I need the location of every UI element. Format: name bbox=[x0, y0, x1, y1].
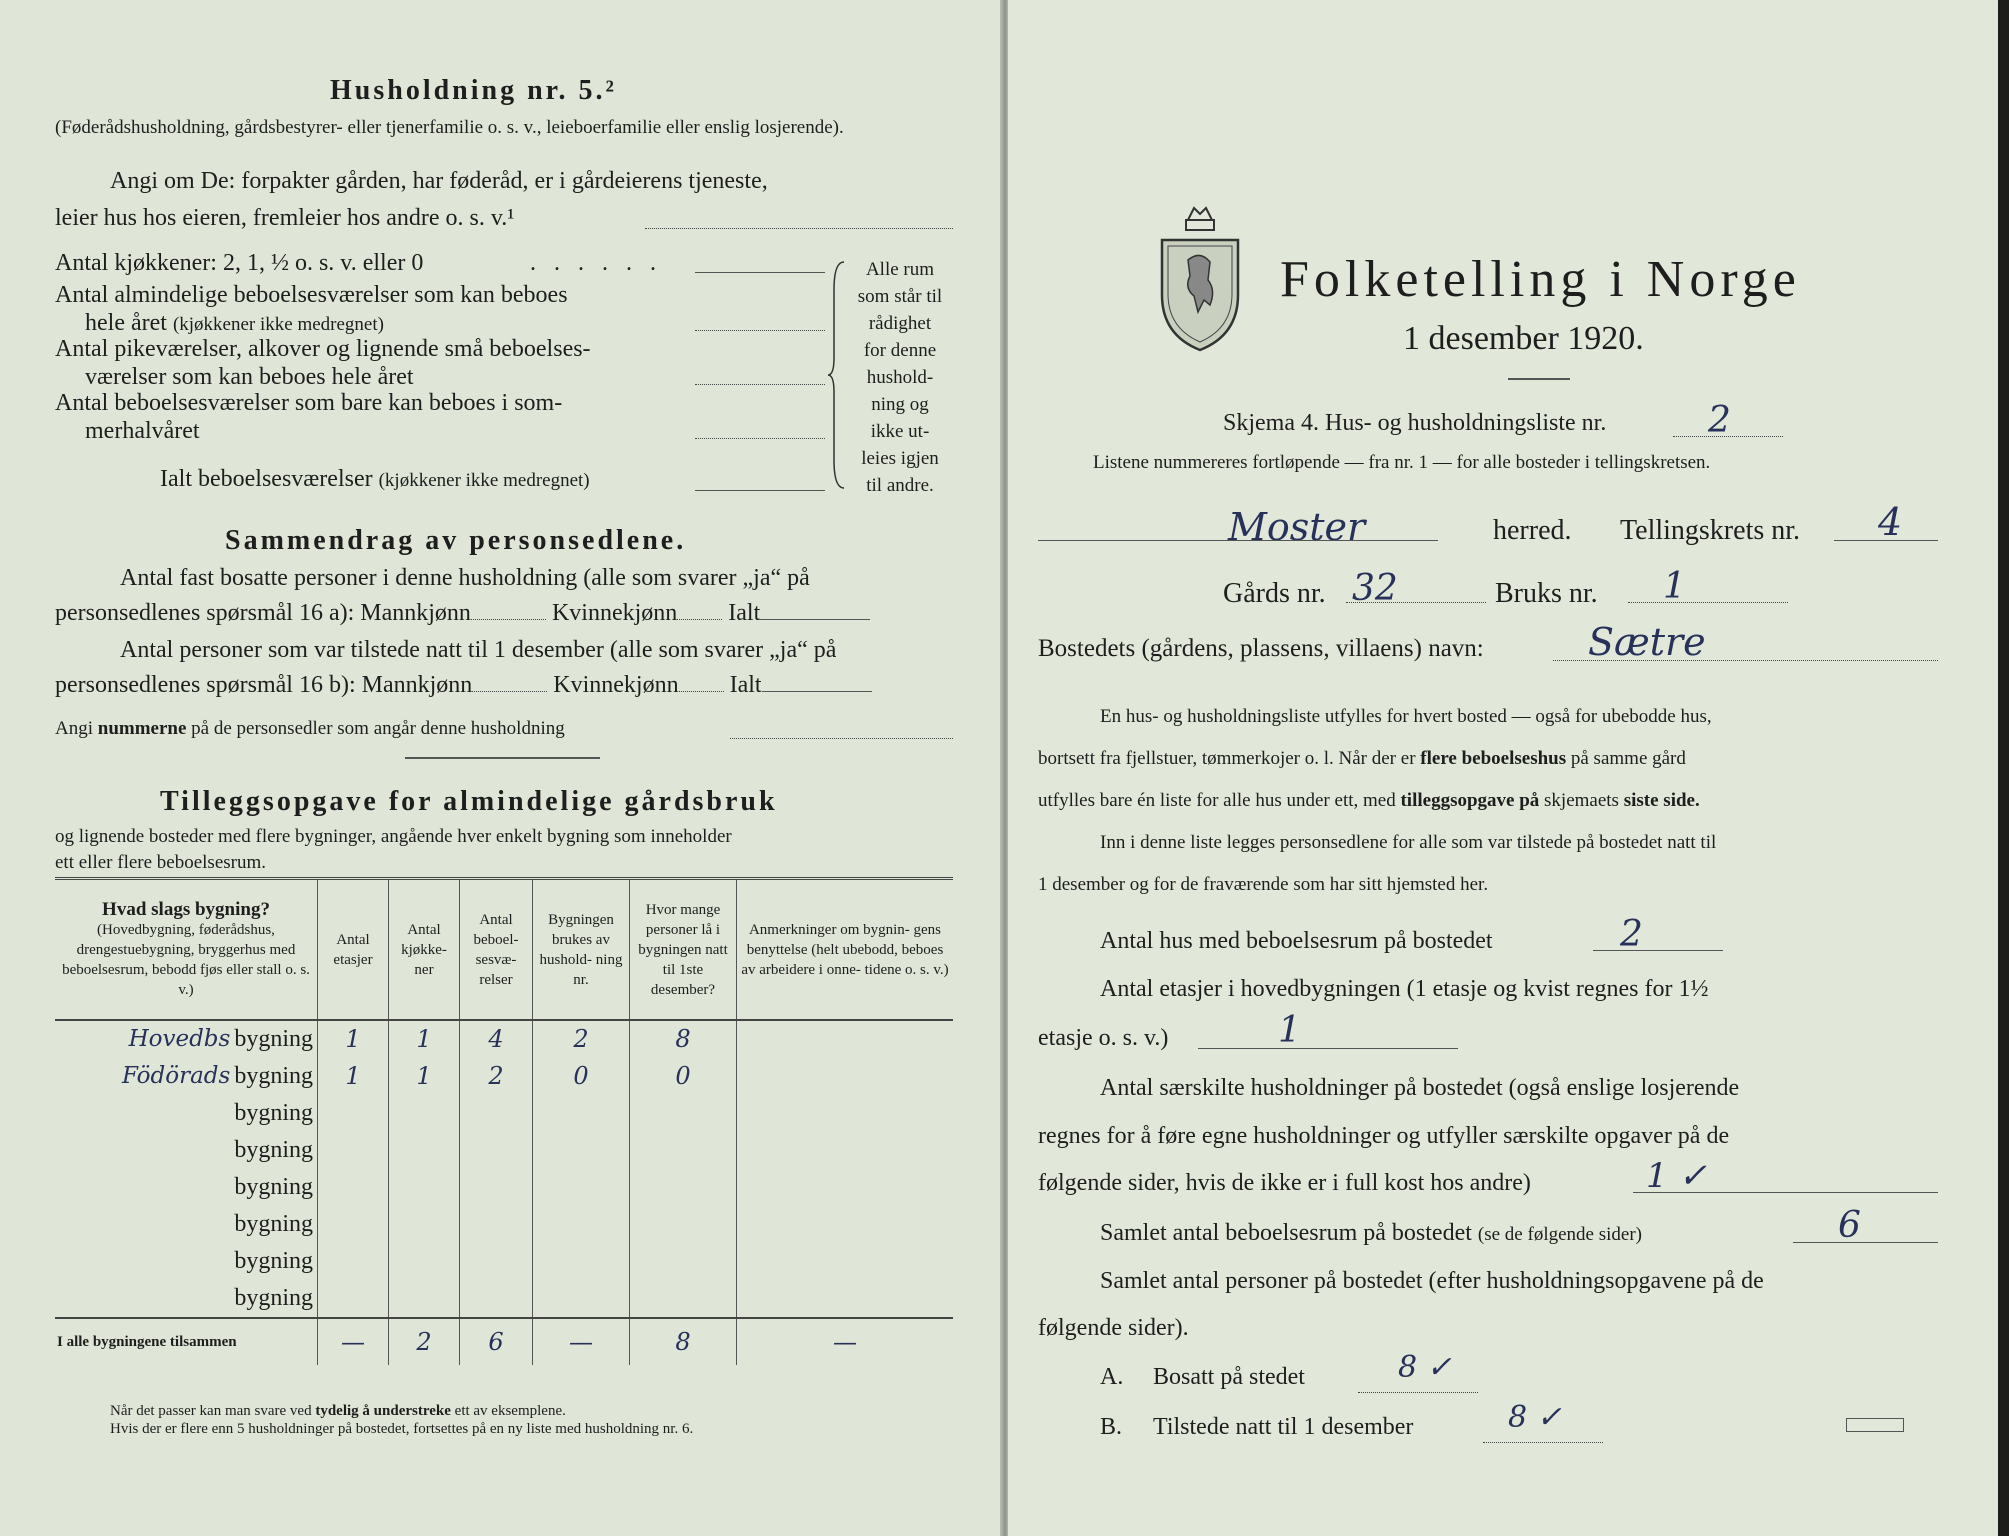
form-date: 1 desember 1920. bbox=[1403, 320, 1644, 357]
q-etasjer-line-1: Antal etasjer i hovedbygningen (1 etasje og kvist regnes for 1½ bbox=[1100, 976, 1709, 1002]
building-table bbox=[55, 880, 953, 1365]
printer-stamp bbox=[1846, 1418, 1904, 1432]
cell-etasjer bbox=[318, 1095, 389, 1132]
cell-personer bbox=[630, 1169, 737, 1206]
cell-husholdning bbox=[533, 1132, 630, 1169]
cell-husholdning bbox=[533, 1206, 630, 1243]
col-kitchens: Antal kjøkke- ner bbox=[389, 880, 460, 1020]
gards-line bbox=[1346, 602, 1486, 603]
cell-etasjer bbox=[318, 1280, 389, 1318]
instruction-1-line-3: utfylles bare én liste for alle hus under ett, med tilleggsopgave på skjemaets siste side. bbox=[1038, 790, 1700, 811]
cell-husholdning bbox=[533, 1169, 630, 1206]
maids-rooms-label: Antal pikeværelser, alkover og lignende små beboelses- bbox=[55, 336, 591, 362]
bosted-label: Bostedets (gårdens, plassens, villaens) navn: bbox=[1038, 635, 1484, 662]
bygning-label: bygning bbox=[234, 1063, 313, 1089]
footnote-2: Hvis der er flere enn 5 husholdninger på bostedet, fortsettes på en ny liste med husholdning nr. 6. bbox=[110, 1421, 694, 1437]
q-hush-value: 1 ✓ bbox=[1646, 1156, 1707, 1196]
bygning-label: bygning bbox=[234, 1026, 313, 1052]
summary-a-line-2: personsedlenes spørsmål 16 a): Mannkjønn Kvinnekjønn Ialt bbox=[55, 600, 870, 627]
cell-etasjer bbox=[318, 1243, 389, 1280]
cell-etasjer bbox=[318, 1058, 389, 1095]
table-row bbox=[55, 1132, 953, 1169]
instruction-1-line-1: En hus- og husholdningsliste utfylles for hvert bosted — også for ubebodde hus, bbox=[1100, 706, 1712, 727]
q-rum-line bbox=[1793, 1242, 1938, 1243]
total-personer bbox=[630, 1318, 737, 1365]
cell-anm bbox=[737, 1280, 954, 1318]
table-row bbox=[55, 1206, 953, 1243]
building-type-cell bbox=[55, 1243, 318, 1280]
total-rooms-answer bbox=[695, 490, 825, 491]
cell-husholdning bbox=[533, 1280, 630, 1318]
total-husholdning bbox=[533, 1318, 630, 1365]
total-vaerelser bbox=[460, 1318, 533, 1365]
building-type-cell bbox=[55, 1058, 318, 1095]
instruction-1-line-2: bortsett fra fjellstuer, tømmerkojer o. l. Når der er flere beboelseshus på samme gård bbox=[1038, 748, 1686, 769]
building-type-value: Födörads bbox=[121, 1063, 231, 1089]
ordinary-rooms-label-2: hele året (kjøkkener ikke medregnet) bbox=[85, 310, 384, 336]
total-kjokken-value: 2 bbox=[416, 1327, 432, 1356]
cell-personer-value: 0 bbox=[675, 1062, 691, 1090]
kitchens-answer-line bbox=[695, 272, 825, 273]
cell-kjokken bbox=[389, 1280, 460, 1318]
q-hush-line-1: Antal særskilte husholdninger på bostedet (også enslige losjerende bbox=[1100, 1075, 1740, 1101]
bygning-label: bygning bbox=[234, 1248, 313, 1274]
cell-husholdning bbox=[533, 1020, 630, 1058]
q-hus-label: Antal hus med beboelsesrum på bostedet bbox=[1100, 928, 1493, 954]
bygning-label: bygning bbox=[234, 1137, 313, 1163]
summary-title: Sammendrag av personsedlene. bbox=[225, 525, 687, 556]
form-title: Folketelling i Norge bbox=[1280, 251, 1801, 308]
cell-etasjer bbox=[318, 1020, 389, 1058]
col-remarks: Anmerkninger om bygnin- gens benyttelse (helt ubebodd, beboes av arbeidere i onne- tidene o. s. v.) bbox=[737, 880, 954, 1020]
gards-value: 32 bbox=[1352, 568, 1398, 609]
summer-rooms-label-2: merhalvåret bbox=[85, 418, 200, 444]
bygning-label: bygning bbox=[234, 1285, 313, 1311]
q-hus-line bbox=[1593, 950, 1723, 951]
tillegg-title: Tilleggsopgave for almindelige gårdsbruk bbox=[160, 786, 778, 817]
table-row bbox=[55, 1169, 953, 1206]
gards-label: Gårds nr. bbox=[1223, 578, 1326, 609]
table-row bbox=[55, 1058, 953, 1095]
schema-label: Skjema 4. Hus- og husholdningsliste nr. bbox=[1223, 410, 1607, 436]
cell-vaerelser-value: 4 bbox=[488, 1025, 504, 1053]
cell-personer bbox=[630, 1058, 737, 1095]
cell-anm bbox=[737, 1095, 954, 1132]
total-anm bbox=[737, 1318, 954, 1365]
b-label: B. bbox=[1100, 1414, 1123, 1440]
table-row bbox=[55, 1243, 953, 1280]
building-type-cell bbox=[55, 1095, 318, 1132]
herred-value: Moster bbox=[1228, 505, 1366, 549]
cell-vaerelser bbox=[460, 1280, 533, 1318]
a-line bbox=[1358, 1392, 1478, 1393]
bosted-line bbox=[1553, 660, 1938, 661]
building-type-value: Hovedbs bbox=[128, 1026, 231, 1052]
brace-note: Alle rum som står til rådighet for denne hushold- ning og ikke ut- leies igjen til andre. bbox=[857, 259, 943, 496]
total-vaerelser-value: 6 bbox=[488, 1327, 504, 1356]
q-rum-value: 6 bbox=[1838, 1205, 1861, 1246]
instruction-2-line-1: Inn i denne liste legges personsedlene for alle som var tilstede på bostedet natt til bbox=[1100, 832, 1717, 853]
a-text: Bosatt på stedet bbox=[1153, 1364, 1305, 1390]
summer-rooms-answer bbox=[695, 438, 825, 439]
bruks-value: 1 bbox=[1663, 566, 1686, 607]
bygning-label: bygning bbox=[234, 1211, 313, 1237]
cell-vaerelser bbox=[460, 1169, 533, 1206]
cell-husholdning bbox=[533, 1095, 630, 1132]
q-pers-line-1: Samlet antal personer på bostedet (efter husholdningsopgavene på de bbox=[1100, 1268, 1764, 1294]
household-note: (Føderådshusholdning, gårdsbestyrer- eller tjenerfamilie o. s. v., leieboerfamilie eller enslig losjerende). bbox=[55, 117, 844, 138]
kitchens-label: Antal kjøkkener: 2, 1, ½ o. s. v. eller 0 bbox=[55, 250, 424, 276]
col-floors: Antal etasjer bbox=[318, 880, 389, 1020]
cell-personer bbox=[630, 1206, 737, 1243]
total-personer-value: 8 bbox=[675, 1327, 691, 1356]
q-etasjer-value: 1 bbox=[1278, 1010, 1301, 1051]
cell-etasjer-value: 1 bbox=[345, 1025, 361, 1053]
cell-kjokken bbox=[389, 1169, 460, 1206]
angi-nummerne: Angi nummerne på de personsedler som angår denne husholdning bbox=[55, 718, 565, 739]
q-etasjer-line bbox=[1198, 1048, 1458, 1049]
schema-nr-line bbox=[1673, 436, 1783, 437]
herred-line bbox=[1038, 540, 1438, 541]
total-etasjer bbox=[318, 1318, 389, 1365]
left-page bbox=[0, 0, 1002, 1536]
cell-kjokken bbox=[389, 1206, 460, 1243]
cell-etasjer bbox=[318, 1169, 389, 1206]
numbering-note: Listene nummereres fortløpende — fra nr. 1 — for alle bosteder i tellingskretsen. bbox=[1093, 452, 1711, 473]
table-row bbox=[55, 1020, 953, 1058]
cell-kjokken bbox=[389, 1020, 460, 1058]
cell-personer bbox=[630, 1095, 737, 1132]
building-type-cell bbox=[55, 1206, 318, 1243]
cell-kjokken bbox=[389, 1095, 460, 1132]
krets-value: 4 bbox=[1878, 500, 1903, 544]
bruks-line bbox=[1628, 602, 1788, 603]
cell-vaerelser bbox=[460, 1058, 533, 1095]
herred-label: herred. bbox=[1493, 515, 1572, 546]
cell-vaerelser bbox=[460, 1206, 533, 1243]
total-label: I alle bygningene tilsammen bbox=[55, 1318, 318, 1365]
q-hush-answer-line bbox=[1633, 1192, 1938, 1193]
coat-of-arms-icon bbox=[1158, 200, 1242, 355]
cell-etasjer bbox=[318, 1132, 389, 1169]
angi-line-2: leier hus hos eieren, fremleier hos andre o. s. v.¹ bbox=[55, 205, 515, 231]
maids-rooms-answer bbox=[695, 384, 825, 385]
tillegg-sub-2: ett eller flere beboelsesrum. bbox=[55, 852, 267, 873]
bygning-label: bygning bbox=[234, 1100, 313, 1126]
col-household-nr: Bygningen brukes av hushold- ning nr. bbox=[533, 880, 630, 1020]
q-hus-value: 2 bbox=[1620, 914, 1643, 955]
building-type-cell bbox=[55, 1020, 318, 1058]
cell-kjokken bbox=[389, 1058, 460, 1095]
cell-personer bbox=[630, 1243, 737, 1280]
section-divider bbox=[405, 757, 600, 759]
q-pers-line-2: følgende sider). bbox=[1038, 1315, 1189, 1341]
ordinary-rooms-label: Antal almindelige beboelsesværelser som kan beboes bbox=[55, 282, 568, 308]
total-anm-value: — bbox=[833, 1327, 857, 1356]
summary-a-line-1: Antal fast bosatte personer i denne husholdning (alle som svarer „ja“ på bbox=[120, 565, 810, 591]
total-kjokken bbox=[389, 1318, 460, 1365]
cell-vaerelser bbox=[460, 1132, 533, 1169]
building-type-cell bbox=[55, 1280, 318, 1318]
tillegg-sub-1: og lignende bosteder med flere bygninger, angående hver enkelt bygning som inneholder bbox=[55, 826, 732, 847]
col-building-type: Hvad slags bygning? (Hovedbygning, føderådshus, drengestuebygning, bryggerhus med beboelsesrum, bebodd fjøs eller stall o. s. v.) bbox=[55, 880, 318, 1020]
q-etasjer-line-2: etasje o. s. v.) bbox=[1038, 1025, 1169, 1051]
summary-b-line-2: personsedlenes spørsmål 16 b): Mannkjønn Kvinnekjønn Ialt bbox=[55, 672, 872, 699]
cell-personer bbox=[630, 1020, 737, 1058]
cell-personer-value: 8 bbox=[675, 1025, 691, 1053]
summer-rooms-label: Antal beboelsesværelser som bare kan beboes i som- bbox=[55, 390, 563, 416]
household-title: Husholdning nr. 5.² bbox=[330, 75, 617, 106]
krets-line bbox=[1834, 540, 1938, 541]
cell-kjokken-value: 1 bbox=[416, 1025, 432, 1053]
cell-vaerelser-value: 2 bbox=[488, 1062, 504, 1090]
q-rum-label: Samlet antal beboelsesrum på bostedet (se de følgende sider) bbox=[1100, 1220, 1642, 1246]
cell-husholdning-value: 0 bbox=[573, 1062, 589, 1090]
cell-kjokken-value: 1 bbox=[416, 1062, 432, 1090]
krets-label: Tellingskrets nr. bbox=[1620, 515, 1801, 546]
total-husholdning-value: — bbox=[569, 1327, 593, 1356]
col-persons: Hvor mange personer lå i bygningen natt til 1ste desember? bbox=[630, 880, 737, 1020]
cell-etasjer bbox=[318, 1206, 389, 1243]
b-value: 8 ✓ bbox=[1508, 1400, 1562, 1435]
a-label: A. bbox=[1100, 1364, 1124, 1390]
bosted-value: Sætre bbox=[1588, 620, 1706, 664]
cell-anm bbox=[737, 1243, 954, 1280]
table-row bbox=[55, 1280, 953, 1318]
col-rooms: Antal beboel- sesvæ- relser bbox=[460, 880, 533, 1020]
q-hush-line-2: regnes for å føre egne husholdninger og utfyller særskilte opgaver på de bbox=[1038, 1123, 1730, 1149]
angi-nummerne-line bbox=[730, 738, 953, 739]
cell-anm bbox=[737, 1058, 954, 1095]
footnote-1: Når det passer kan man svare ved tydelig å understreke ett av eksemplene. bbox=[110, 1403, 566, 1419]
cell-kjokken bbox=[389, 1243, 460, 1280]
total-rooms-label: Ialt beboelsesværelser (kjøkkener ikke medregnet) bbox=[160, 466, 590, 492]
cell-vaerelser bbox=[460, 1095, 533, 1132]
cell-husholdning bbox=[533, 1243, 630, 1280]
summary-b-line-1: Antal personer som var tilstede natt til 1 desember (alle som svarer „ja“ på bbox=[120, 637, 837, 663]
angi-answer-line bbox=[645, 228, 953, 229]
cell-husholdning-value: 2 bbox=[573, 1025, 589, 1053]
cell-personer bbox=[630, 1132, 737, 1169]
cell-etasjer-value: 1 bbox=[345, 1062, 361, 1090]
total-etasjer-value: — bbox=[341, 1327, 365, 1356]
bruks-label: Bruks nr. bbox=[1495, 578, 1598, 609]
kitchens-dots: . . . . . . bbox=[530, 250, 662, 276]
b-text: Tilstede natt til 1 desember bbox=[1153, 1414, 1414, 1440]
cell-husholdning bbox=[533, 1058, 630, 1095]
schema-nr: 2 bbox=[1708, 400, 1731, 441]
cell-personer bbox=[630, 1280, 737, 1318]
cell-vaerelser bbox=[460, 1243, 533, 1280]
title-divider bbox=[1508, 378, 1570, 380]
cell-anm bbox=[737, 1020, 954, 1058]
building-type-cell bbox=[55, 1132, 318, 1169]
maids-rooms-label-2: værelser som kan beboes hele året bbox=[85, 364, 414, 390]
table-total-row bbox=[55, 1318, 953, 1365]
cell-anm bbox=[737, 1169, 954, 1206]
right-page bbox=[1008, 0, 1998, 1536]
building-type-cell bbox=[55, 1169, 318, 1206]
angi-line-1: Angi om De: forpakter gården, har føderåd, er i gårdeierens tjeneste, bbox=[110, 168, 768, 194]
cell-anm bbox=[737, 1206, 954, 1243]
cell-vaerelser bbox=[460, 1020, 533, 1058]
instruction-2-line-2: 1 desember og for de fraværende som har sitt hjemsted her. bbox=[1038, 874, 1489, 895]
q-hush-line-3: følgende sider, hvis de ikke er i full kost hos andre) bbox=[1038, 1170, 1531, 1196]
cell-anm bbox=[737, 1132, 954, 1169]
bygning-label: bygning bbox=[234, 1174, 313, 1200]
cell-kjokken bbox=[389, 1132, 460, 1169]
a-value: 8 ✓ bbox=[1398, 1350, 1452, 1385]
table-row bbox=[55, 1095, 953, 1132]
b-line bbox=[1483, 1442, 1603, 1443]
ordinary-rooms-answer bbox=[695, 330, 825, 331]
